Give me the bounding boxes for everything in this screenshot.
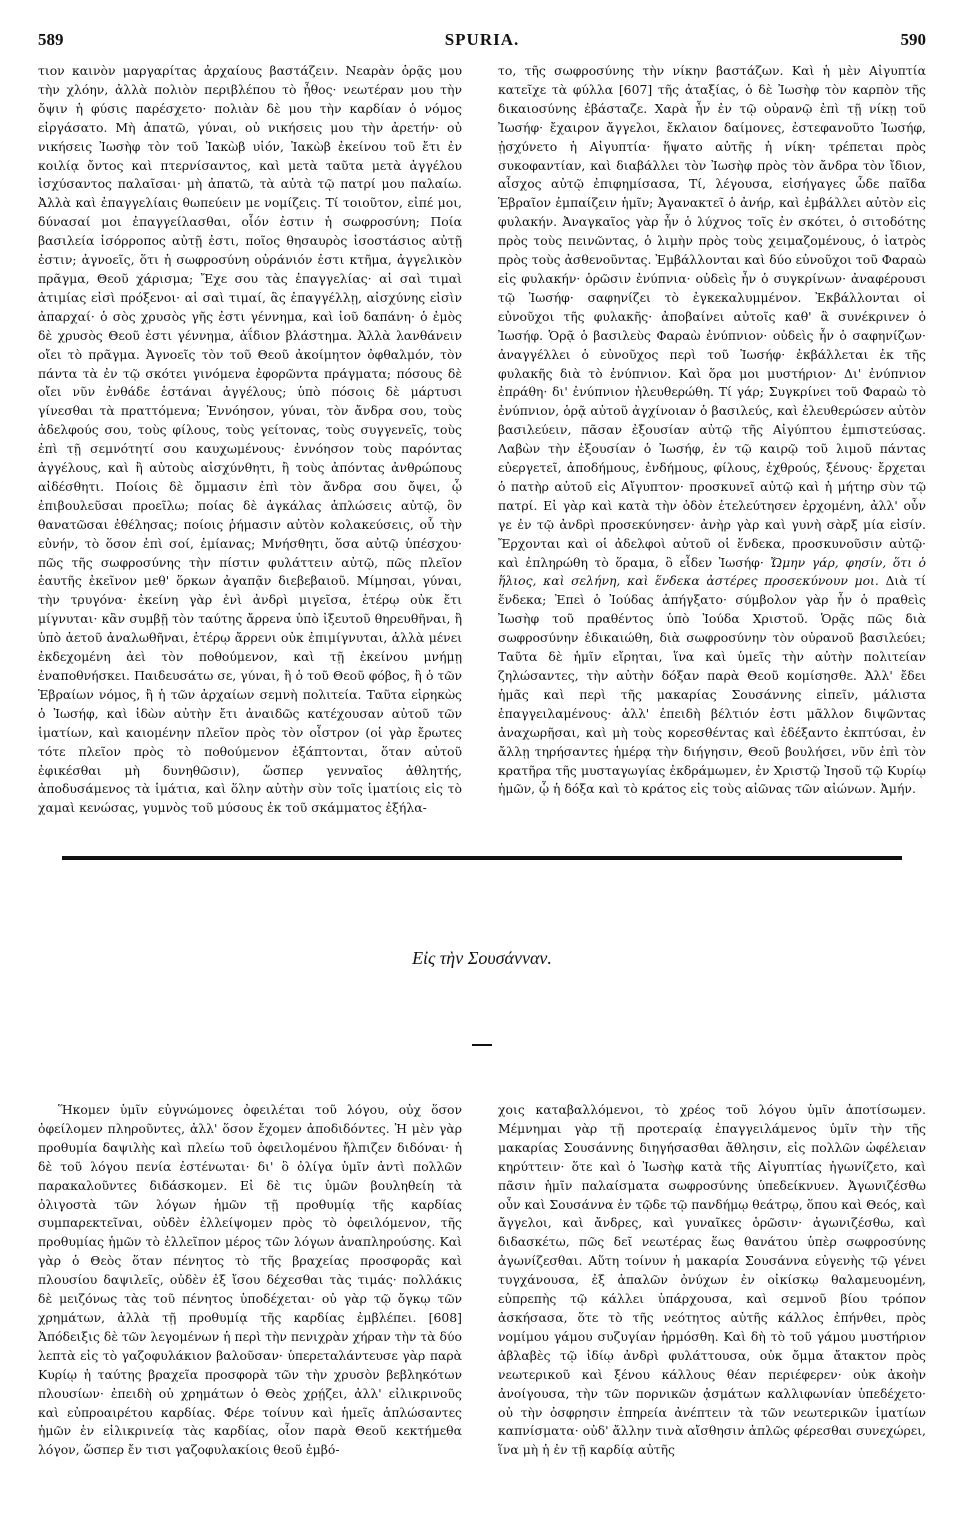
top-left-column (38, 62, 462, 852)
biblical-quote: Ὤμην γάρ, φησίν, ὅτι ὁ ἥλιος, καὶ σελήνη, καὶ ἕνδεκα ἀστέρες προσεκύνουν μοι. (498, 554, 926, 589)
title-dash (472, 1044, 492, 1046)
bottom-left-column (38, 1101, 462, 1521)
page-number-left: 589 (38, 30, 64, 49)
running-title: SPURIA. (444, 30, 520, 49)
section-title: Εἰς τὴν Σουσάνναν. (412, 948, 552, 968)
page-number-right: 590 (900, 30, 926, 49)
bottom-right-text: χοις καταβαλλόμενοι, τὸ χρέος τοῦ λόγου ὑμῖν ἀποτίσωμεν. Μέμνημαι γὰρ τῇ προτεραίᾳ ἐπαγγειλάμενος ὑμῖν τὴν τῆς μακαρίας Σουσάννης διηγήσασθαι ἄθλησιν, εἰς πολλῶν ὠφέλειαν κηρύττειν· ὅτε καὶ ὁ Ἰωσὴφ κατὰ τῆς Αἰγυπτίας ἠγωνίζετο, καὶ πᾶσιν ἡμῖν παλαίσματα σωφροσύνης ὑπεδείκνυεν. Ἀγωνιζέσθω οὖν καὶ Σουσάννα ἐν τῷδε τῷ πανδήμῳ θεάτρῳ, ὅπου καὶ Θεός, καὶ ἄγγελοι, καὶ ἄνδρες, καὶ γυναῖκες ὁρῶσιν· ἀγωνιζέσθω, καὶ διδασκέτω, πῶς δεῖ νεωτέρας ἕως θανάτου ὑπὲρ σωφροσύνης ἀγωνίζεσθαι. Αὕτη τοίνυν ἡ μακαρία Σουσάννα εὐγενὴς τῷ γένει τυγχάνουσα, ἐξ ἁπαλῶν ὀνύχων ἐν οἰκίσκῳ θαλαμευομένη, εὐπρεπὴς τῷ κάλλει ὑπάρχουσα, καὶ σεμνοῦ βίου τρόπον ἀσκήσασα, ὅτε τὸ τῆς νεότητος αὐτῆς κάλλος ἐπήνθει, πρὸς νομίμου γάμου συζυγίαν ἡρμόσθη. Καὶ δὴ τὸ τοῦ γάμου μυστήριον ἀβλαβὲς τῷ ἰδίῳ ἀνδρὶ φυλάττουσα, οὐκ ὄμμα ἄτακτον πρὸς νεωτερικοῦ καὶ ξένου κάλλους θέαν περιέφερεν· οὐκ ἀκοὴν ἀνοίγουσα, τὴν τῶν πορνικῶν ᾀσμάτων καλλιφωνίαν ὑπεδέχετο· οὐ τὴν ὀσφρησιν ἐπηρεία ἀνέπτειν τὰ τῶν νεωτερικῶν ἱματίων καπνίσματα· οὐδ' ἄλλην τινὰ αἴσθησιν ἁπλῶς φέρεσθαι συνεχώρει, ἵνα μὴ ἡ ἐν τῇ καρδίᾳ αὐτῆς (498, 1102, 926, 1458)
top-left-text: τιον καινὸν μαργαρίτας ἀρχαίους βαστάζειν. Νεαρὰν ὁρᾷς μου τὴν χλόην, ἀλλὰ πολιὸν περιβλέπου τὸ ἦθος· νεωτέραν μου τὴν ὄψιν ἡ φύσις παρέσχετο· πολιὰν δὲ μου τὴν καρδίαν ὁ νόμος εἰργάσατο. Μὴ ἀπατῶ, γύναι, οὐ νικήσεις μου τὴν ἀρετήν· οὐ νικήσεις Ἰωσὴφ τὸν τοῦ Ἰακὼβ υἱόν, Ἰακὼβ ἐκείνου τοῦ ἔτι ἐν κοιλίᾳ ὄντος καὶ πτερνίσαντος, καὶ μετὰ ταῦτα μετὰ ἀγγέλου ἰσχύσαντος παλαῖσαι· μὴ ἀπατῶ, τὰ αὐτὰ τῷ πατρί μου παλαίω. Ἀλλὰ καὶ ἐπαγγελίαις θωπεύειν με νομίζεις. Τί τοιοῦτον, εἰπέ μοι, δύνασαί μοι ἐπαγγείλασθαι, οἷόν ἐστιν ἡ σωφροσύνη; Ποία βασιλεία ἰσόρροπος αὐτῇ ἐστι, ποῖος θησαυρὸς ἰσοστάσιος αὐτῇ ἐστιν; ἀγνοεῖς, ὅτι ἡ σωφροσύνη οὐράνιόν ἐστι κτῆμα, ἀγγελικὸν πρᾶγμα, Θεοῦ χάρισμα; Ἔχε σου τὰς ἐπαγγελίας· αἱ σαὶ τιμαὶ ἀτιμίας εἰσὶ πρόξενοι· αἱ σαὶ τιμαί, ἃς ἐπαγγέλλῃ, αἰσχύνης εἰσὶν ἀπαρχαί· ὁ σὸς χρυσὸς γῆς ἐστι γέννημα, καὶ ἰοῦ δαπάνη· ὁ ἐμὸς δὲ χρυσὸς Θεοῦ ἐστι γέννημα, ἀΐδιον βλάστημα. Ἀλλὰ λανθάνειν οἴει τὸ πρᾶγμα. Ἀγνοεῖς τὸν τοῦ Θεοῦ ἀκοίμητον ὀφθαλμόν, τὸν πάντα τὰ ἐν τῷ σκότει γινόμενα ἐφορῶντα πράγματα; πόσους δὲ οἴει νῦν ἐνθάδε ἑστάναι ἀγγέλους; ὑπὸ πόσοις δὲ μάρτυσι γίνεσθαι τὰ πραττόμενα; Ἐννόησον, γύναι, τὸν ἄνδρα σου, τοὺς ἀδελφούς σου, τοὺς φίλους, τοὺς γείτονας, τοὺς συγγενεῖς, τοὺς ἐπὶ τῇ σεμνότητί σου καυχωμένους· ἐννόησον τοὺς παρόντας ἀγγέλους, καὶ ἢ αὐτοὺς αἰσχύνθητι, ἢ τοὺς ἀπόντας ἀνθρώπους αἰδέσθητι. Ποίοις δὲ ὄμμασιν ἐπὶ τὸν ἄνδρα σου ὄψει, ᾧ ἐπιβουλεῦσαι προεῖλω; ποίας δὲ ἀγκάλας ἁπλώσεις αὐτῷ, ὃν θανατῶσαι ἐθέλησας; ποίοις ῥήμασιν αὐτὸν κολακεύσεις, οὗ τὴν εὐνήν, τὸ ὅσον ἐπὶ σοί, ἐμίανας; Μνήσθητι, ὅσα αὐτῷ ὑπέσχου· πῶς τῆς σωφροσύνης τὴν πίστιν φυλάττειν αὐτῷ, πῶς πλεῖον ἑαυτῆς ἐκεῖνον μεθ' ὅρκων ἀγαπᾷν διεβεβαιοῦ. Μίμησαι, γύναι, τὴν τρυγόνα· ἐκείνη γὰρ ἑνὶ ἀνδρὶ μιγεῖσα, ἑτέρῳ οὐκ ἔτι μίγνυται· κἂν συμβῇ τὸν ταύτης ἄρρενα ὑπὸ ἰξευτοῦ θηρευθῆναι, ἢ ὑπὸ ἀετοῦ ἀναλωθῆναι, ἑτέρῳ ἄρρενι οὐκ ἐπιμίγνυται, ἀλλὰ μένει ἐκδεχομένη ἀεὶ τὸν ποθούμενον, καὶ τῇ ἐκείνου μνήμῃ ἐναποθνήσκει. Παιδευσάτω σε, γύναι, ἢ ὁ τοῦ Θεοῦ φόβος, ἢ ὁ τῶν Ἑβραίων νόμος, ἢ ἡ τῶν ἀρχαίων σεμνὴ πολιτεία. Ταῦτα εἰρηκὼς ὁ Ἰωσήφ, καὶ ἰδὼν αὐτὴν ἔτι ἀναιδῶς κατέχουσαν αὐτοῦ τῶν ἱματίων, καὶ καιομένην πλεῖον πρὸς τὸν οἶστρον (οἱ γὰρ ἔρωτες τότε πλεῖον πρὸς τὸ ποθούμενον ἐξάπτονται, ὅταν αὐτοῦ ἐφικέσθαι μὴ δυνηθῶσιν), ὥσπερ γενναῖος ἀθλητής, ἀποδυσάμενος τὰ ἱμάτια, καὶ ὅλην αὐτὴν σὺν τοῖς ἱματίοις εἰς τὸ χαμαὶ κενώσας, γυμνὸς τοῦ μύσους ἐκ τοῦ σκάμματος ἐξήλα- (38, 63, 462, 816)
top-right-paragraph (498, 62, 926, 799)
top-right-text-b: Διὰ τί ἕνδεκα; Ἐπεὶ ὁ Ἰούδας ἀπήγξατο· σύμβολον γὰρ ἦν ὁ πραθεὶς Ἰωσὴφ τοῦ πραθέντος ὑπὸ Ἰούδα Χριστοῦ. Ὁρᾷς πῶς διὰ σωφροσύνην ἐδικαιώθη, διὰ σωφροσύνην τὸν οὐρανοῦ βασιλεύει; Ταῦτα δὲ ἡμῖν εἴρηται, ἵνα καὶ ὑμεῖς τὴν αὐτὴν πολιτείαν ζηλώσαντες, τὴν αὐτὴν δόξαν παρὰ Θεοῦ κομίσησθε. Ἀλλ' ἔδει ἡμᾶς καὶ περὶ τῆς μακαρίας Σουσάννης εἰπεῖν, μάλιστα ἐπαγγειλαμένους· ἀλλ' ἐπειδὴ βέλτιόν ἐστι μᾶλλον διψῶντας ἀναχωρῆσαι, καὶ μὴ τοὺς κορεσθέντας καὶ ἐδέξαντο ἐκπτύσαι, ἐν ἄλλῃ τηρήσαντες ἡμέρᾳ τὴν διήγησιν, Θεοῦ βουλήσει, νῦν ἐπὶ τὸν κρατῆρα τῆς μυσταγωγίας ἐκδράμωμεν, ἐν Χριστῷ Ἰησοῦ τῷ Κυρίῳ ἡμῶν, ᾧ ἡ δόξα καὶ τὸ κράτος εἰς τοὺς αἰῶνας τῶν αἰώνων. Ἀμήν. (498, 573, 926, 797)
section-divider (62, 856, 902, 860)
page-header (38, 30, 926, 54)
bottom-right-column (498, 1101, 926, 1521)
top-right-column (498, 62, 926, 862)
bottom-left-text: Ἥκομεν ὑμῖν εὐγνώμονες ὀφειλέται τοῦ λόγου, οὐχ ὅσον ὀφείλομεν πληροῦντες, ἀλλ' ὅσον ἔχομεν ἀποδιδόντες. Ἡ μὲν γὰρ προθυμία δαψιλὴς καὶ πλείω τοῦ ὀφειλομένου ἤλπιζεν διδόναι· ἡ δὲ τοῦ λόγου πενία ἐστένωται· δι' ὃ ὀλίγα ὑμῖν ἀντὶ πολλῶν παρακαλοῦντες διδάσκομεν. Εἰ δὲ τις ὑμῶν βουληθείη τὰ ὀλιγοστὰ τῶν λόγων ἡμῶν τῇ προθυμίᾳ τῆς καρδίας συμπαρεκτεῖναι, οὐδὲν ἐλλείψομεν πρὸς τὸ ὀφειλόμενον, τῆς προθυμίας ἡμῶν τὸ ἐλλεῖπον μέρος τῶν λόγων ἀναπληρούσης. Καὶ γὰρ ὁ Θεὸς ὅταν πένητος τὸ τῆς βραχείας προσφορᾶς καὶ πλουσίου δαψιλεῖς, οὐδὲν ἐξ ἴσου δέχεσθαι τὰς τιμάς· πολλάκις δὲ μειζόνως τὰς τοῦ πένητος ὑποδέχεται· οὐ γὰρ τῷ ὄγκῳ τῶν χρημάτων, ἀλλὰ τῇ προθυμίᾳ τῆς καρδίας ἐμβλέπει. [608] Ἀπόδειξις δὲ τῶν λεγομένων ἡ περὶ τὴν πενιχρὰν χήραν τὴν τὰ δύο λεπτὰ εἰς τὸ γαζοφυλάκιον βαλοῦσαν· ὑπερεταλάντευσε γὰρ παρὰ Κυρίῳ ἡ ταύτης βραχεῖα προσφορὰ τῶν τὴν χρυσὸν βεβληκότων πλουσίων· ἐπειδὴ οὐ χρημάτων ὁ Θεὸς χρῄζει, ἀλλ' εἰλικρινοῦς καὶ εὐπροαιρέτου καρδίας. Φέρε τοίνυν καὶ ἡμεῖς ἁπλώσαντες ἡμῶν ἐν εἰλικρινείᾳ τὰς καρδίας, οἷον παρὰ Θεοῦ κεκτήμεθα λόγον, ὥσπερ ἔν τισι γαζοφυλακίοις θεοῦ ἐμβό- (38, 1102, 462, 1458)
top-right-text-a: το, τῆς σωφροσύνης τὴν νίκην βαστάζων. Καὶ ἡ μὲν Αἰγυπτία κατεῖχε τὰ φύλλα [607] τῆς ἀταξίας, ὁ δὲ Ἰωσὴφ τὸν καρπὸν τῆς δικαιοσύνης ἐβάσταζε. Χαρὰ ἦν ἐν τῷ οὐρανῷ ἐπὶ τῇ νίκῃ τοῦ Ἰωσήφ· ἔχαιρον ἄγγελοι, ἔκλαιον δαίμονες, ἐστεφανοῦτο Ἰωσήφ, ᾐσχύνετο ἡ Αἰγυπτία· ἥψατο αὐτῆς ἡ νίκη· τρέπεται πρὸς συκοφαντίαν, καὶ διαβάλλει τὸν Ἰωσὴφ πρὸς τὸν ἄνδρα τὸν ἴδιον, αἶσχος αὐτῷ ἐπιφημίσασα, Τί, λέγουσα, εἰσήγαγες ὧδε παῖδα Ἑβραῖον ἐμπαίζειν ἡμῖν; Ἀγανακτεῖ ὁ ἀνήρ, καὶ ἐμβάλλει αὐτὸν εἰς φυλακήν. Ἀναγκαῖος γὰρ ἦν ὁ λύχνος τοῖς ἐν σκότει, ὁ σιτοδότης πρὸς τοὺς πεινῶντας, ὁ λιμὴν πρὸς τοὺς χειμαζομένους, ὁ ἰατρὸς πρὸς τοὺς ἀσθενοῦντας. Ἐμβάλλονται καὶ δύο εὐνοῦχοι τοῦ Φαραὼ εἰς φυλακήν· ὁρῶσιν ἐνύπνια· οὐδεὶς ἦν ὁ συγκρίνων· ἀναφέρουσι τῷ Ἰωσήφ· σαφηνίζει τὸ ἐγκεκαλυμμένον. Ἐκβάλλονται οἱ εὐνοῦχοι τῆς φυλακῆς· ἀποβαίνει αὐτοῖς καθ' ἃ συνέκρινεν ὁ Ἰωσήφ. Ὁρᾷ ὁ βασιλεὺς Φαραὼ ἐνύπνιον· οὐδεὶς ἦν ὁ σαφηνίζων· ἀναγγέλλει ὁ εὐνοῦχος περὶ τοῦ Ἰωσήφ· ἐκβάλλεται ἐκ τῆς φυλακῆς διὰ τὸ ἐνύπνιον. Καὶ ὅρα μοι μυστήριον· Δι' ἐνύπνιον ἐπράθη· δι' ἐνύπνιον ἠλευθερώθη. Τί γάρ; Συγκρίνει τοῦ Φαραὼ τὸ ἐνύπνιον, ὁρᾷ αὐτοῦ ἀγχίνοιαν ὁ βασιλεύς, καὶ ἐλευθερώσεν αὐτὸν βασιλεύειν, πᾶσαν ἐξουσίαν αὐτῷ τῆς Αἰγύπτου ἐμπιστεύσας. Λαβὼν τὴν ἐξουσίαν ὁ Ἰωσήφ, ἐν τῷ καιρῷ τοῦ λιμοῦ πάντας εὐεργετεῖ, ἀποδήμους, ἐνδήμους, φίλους, ἐχθρούς, ξένους· ἔρχεται ὁ πατὴρ αὐτοῦ εἰς Αἴγυπτον· προσκυνεῖ αὐτῷ καὶ ἡ μήτηρ σὺν τῷ πατρί. Εἰ γὰρ καὶ κατὰ τὴν ὁδὸν ἐτελεύτησεν ἐρχομένη, ἀλλ' οὖν γε ἐν τῷ ἀνδρὶ προσεκύνησεν· ἀνὴρ γὰρ καὶ γυνὴ σὰρξ μία εἰσίν. Ἔρχονται καὶ οἱ ἀδελφοὶ αὐτοῦ οἱ ἕνδεκα, προσκυνοῦσιν αὐτῷ· καὶ ἐπληρώθη τὸ ὅραμα, ὃ εἶδεν Ἰωσήφ· (498, 63, 926, 570)
